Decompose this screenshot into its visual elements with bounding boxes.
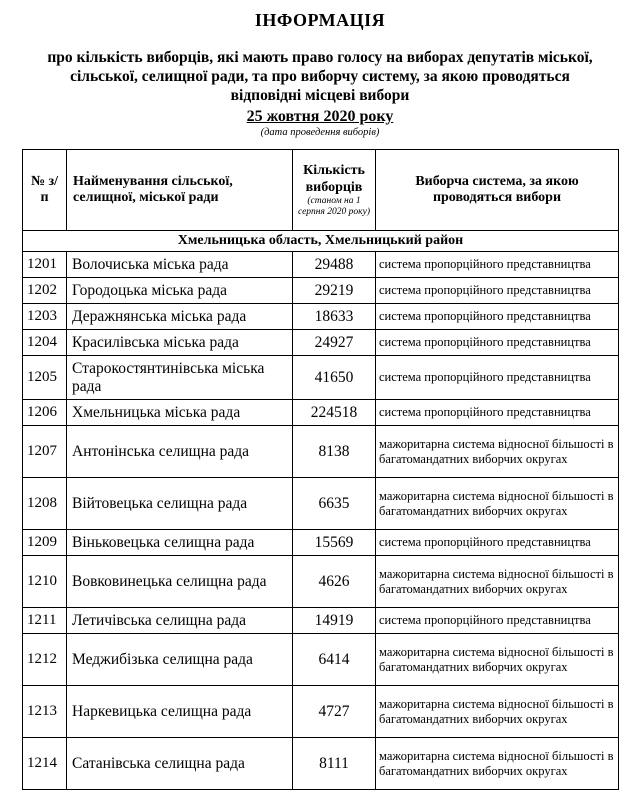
electoral-system: мажоритарна система відносної більшості в багатомандатних виборчих округах — [376, 426, 619, 478]
electoral-system: мажоритарна система відносної більшості в багатомандатних виборчих округах — [376, 686, 619, 738]
election-date-note: (дата проведення виборів) — [260, 127, 380, 138]
council-name: Красилівська міська рада — [67, 330, 293, 356]
table-row — [23, 608, 619, 634]
table-row — [23, 400, 619, 426]
table-row — [23, 252, 619, 278]
electoral-system: система пропорційного представництва — [376, 608, 619, 634]
table-row — [23, 634, 619, 686]
table-row — [23, 304, 619, 330]
table-row — [23, 356, 619, 400]
council-name: Наркевицька селищна рада — [67, 686, 293, 738]
electoral-system: мажоритарна система відносної більшості в багатомандатних виборчих округах — [376, 634, 619, 686]
row-number: 1201 — [23, 252, 67, 278]
council-name: Вовковинецька селищна рада — [67, 556, 293, 608]
table-row — [23, 478, 619, 530]
voter-count: 6635 — [293, 478, 376, 530]
electoral-system: система пропорційного представництва — [376, 278, 619, 304]
voter-count: 24927 — [293, 330, 376, 356]
subtitle-line-1: про кількість виборців, які мають право голосу на виборах депутатів міської, — [47, 49, 593, 66]
council-name: Городоцька міська рада — [67, 278, 293, 304]
electoral-system: система пропорційного представництва — [376, 304, 619, 330]
header-voters-label: Кількість виборців — [303, 163, 365, 195]
table-row — [23, 426, 619, 478]
electoral-system: система пропорційного представництва — [376, 356, 619, 400]
row-number: 1207 — [23, 426, 67, 478]
council-name: Меджибізька селищна рада — [67, 634, 293, 686]
table-body — [23, 231, 619, 790]
document-subtitle — [0, 48, 640, 105]
voter-count: 224518 — [293, 400, 376, 426]
row-number: 1203 — [23, 304, 67, 330]
row-number: 1213 — [23, 686, 67, 738]
electoral-system: система пропорційного представництва — [376, 252, 619, 278]
header-electoral-system: Виборча система, за якою проводяться вибори — [376, 150, 619, 231]
table-row — [23, 556, 619, 608]
row-number: 1211 — [23, 608, 67, 634]
row-number: 1202 — [23, 278, 67, 304]
row-number: 1210 — [23, 556, 67, 608]
row-number: 1214 — [23, 738, 67, 790]
header-council-name: Найменування сільської, селищної, міської ради — [67, 150, 293, 231]
council-name: Летичівська селищна рада — [67, 608, 293, 634]
voter-count: 6414 — [293, 634, 376, 686]
voter-count: 15569 — [293, 530, 376, 556]
region-row — [23, 231, 619, 252]
table-header-row — [23, 150, 619, 231]
voter-count: 4626 — [293, 556, 376, 608]
row-number: 1205 — [23, 356, 67, 400]
header-voters-note: (станом на 1 серпня 2020 року) — [297, 196, 370, 217]
electoral-system: мажоритарна система відносної більшості в багатомандатних виборчих округах — [376, 556, 619, 608]
council-name: Хмельницька міська рада — [67, 400, 293, 426]
voter-count: 29219 — [293, 278, 376, 304]
table-row — [23, 278, 619, 304]
council-name: Віньковецька селищна рада — [67, 530, 293, 556]
electoral-system: система пропорційного представництва — [376, 330, 619, 356]
row-number: 1209 — [23, 530, 67, 556]
header-number: № з/п — [23, 150, 67, 231]
region-label: Хмельницька область, Хмельницький район — [23, 231, 619, 252]
council-name: Війтовецька селищна рада — [67, 478, 293, 530]
voter-count: 14919 — [293, 608, 376, 634]
electoral-system: мажоритарна система відносної більшості в багатомандатних виборчих округах — [376, 478, 619, 530]
voters-table — [22, 149, 619, 790]
council-name: Деражнянська міська рада — [67, 304, 293, 330]
row-number: 1208 — [23, 478, 67, 530]
electoral-system: мажоритарна система відносної більшості в багатомандатних виборчих округах — [376, 738, 619, 790]
electoral-system: система пропорційного представництва — [376, 400, 619, 426]
voter-count: 18633 — [293, 304, 376, 330]
row-number: 1204 — [23, 330, 67, 356]
council-name: Волочиська міська рада — [67, 252, 293, 278]
council-name: Сатанівська селищна рада — [67, 738, 293, 790]
voter-count: 8138 — [293, 426, 376, 478]
subtitle-line-2: сільської, селищної ради, та про виборчу систему, за якою проводяться — [70, 68, 570, 85]
electoral-system: система пропорційного представництва — [376, 530, 619, 556]
row-number: 1206 — [23, 400, 67, 426]
voter-count: 41650 — [293, 356, 376, 400]
council-name: Старокостянтинівська міська рада — [67, 356, 293, 400]
header-voters — [293, 150, 376, 231]
table-row — [23, 686, 619, 738]
voter-count: 4727 — [293, 686, 376, 738]
election-date: 25 жовтня 2020 року — [246, 108, 394, 125]
table-row — [23, 330, 619, 356]
table-row — [23, 738, 619, 790]
subtitle-line-3: відповідні місцеві вибори — [230, 87, 410, 104]
voter-count: 8111 — [293, 738, 376, 790]
council-name: Антонінська селищна рада — [67, 426, 293, 478]
table-row — [23, 530, 619, 556]
document-title: ІНФОРМАЦІЯ — [254, 10, 386, 30]
voter-count: 29488 — [293, 252, 376, 278]
election-date-block — [0, 108, 640, 126]
row-number: 1212 — [23, 634, 67, 686]
